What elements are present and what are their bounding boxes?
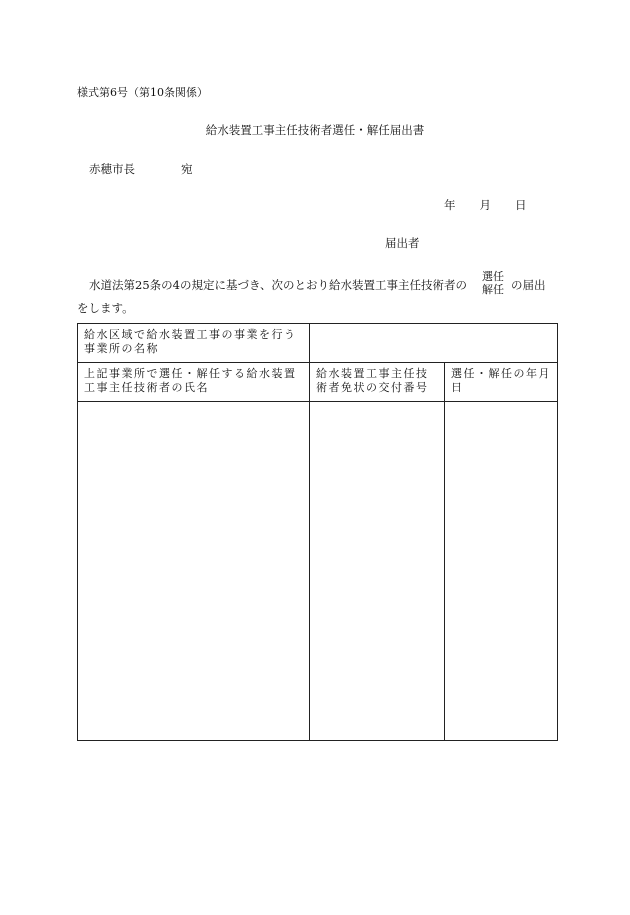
report-table — [77, 323, 558, 741]
addressee-honorific: 宛 — [181, 162, 193, 176]
date-year-label: 年 — [444, 198, 456, 212]
form-number: 様式第6号（第10条関係） — [77, 86, 208, 99]
engineer-name-cell[interactable] — [78, 402, 310, 741]
addressee — [89, 162, 193, 176]
body-text-line2: をします。 — [77, 301, 134, 315]
appointment-date-header: 選任・解任の年月日 — [445, 363, 558, 402]
engineer-name-header: 上記事業所で選任・解任する給水装置工事主任技術者の氏名 — [78, 363, 310, 402]
business-office-label: 給水区域で給水装置工事の事業を行う事業所の名称 — [78, 324, 310, 363]
choice-dismiss: 解任 — [482, 283, 504, 296]
business-office-row — [78, 324, 558, 363]
appointment-date-cell[interactable] — [445, 402, 558, 741]
license-number-cell[interactable] — [310, 402, 445, 741]
submitter-label: 届出者 — [385, 236, 420, 250]
date-line — [444, 198, 527, 212]
table-header-row — [78, 363, 558, 402]
choice-appoint: 選任 — [482, 270, 504, 283]
business-office-value[interactable] — [310, 324, 558, 363]
license-number-header: 給水装置工事主任技術者免状の交付番号 — [310, 363, 445, 402]
addressee-name: 赤穂市長 — [89, 162, 135, 176]
table-entry-row — [78, 402, 558, 741]
body-text-line1: 水道法第25条の4の規定に基づき、次のとおり給水装置工事主任技術者の — [89, 278, 467, 292]
date-day-label: 日 — [515, 198, 527, 212]
body-text-tail: の届出 — [511, 278, 546, 292]
document-title: 給水装置工事主任技術者選任・解任届出書 — [205, 123, 425, 137]
date-month-label: 月 — [479, 198, 491, 212]
appoint-dismiss-choice — [482, 270, 504, 296]
